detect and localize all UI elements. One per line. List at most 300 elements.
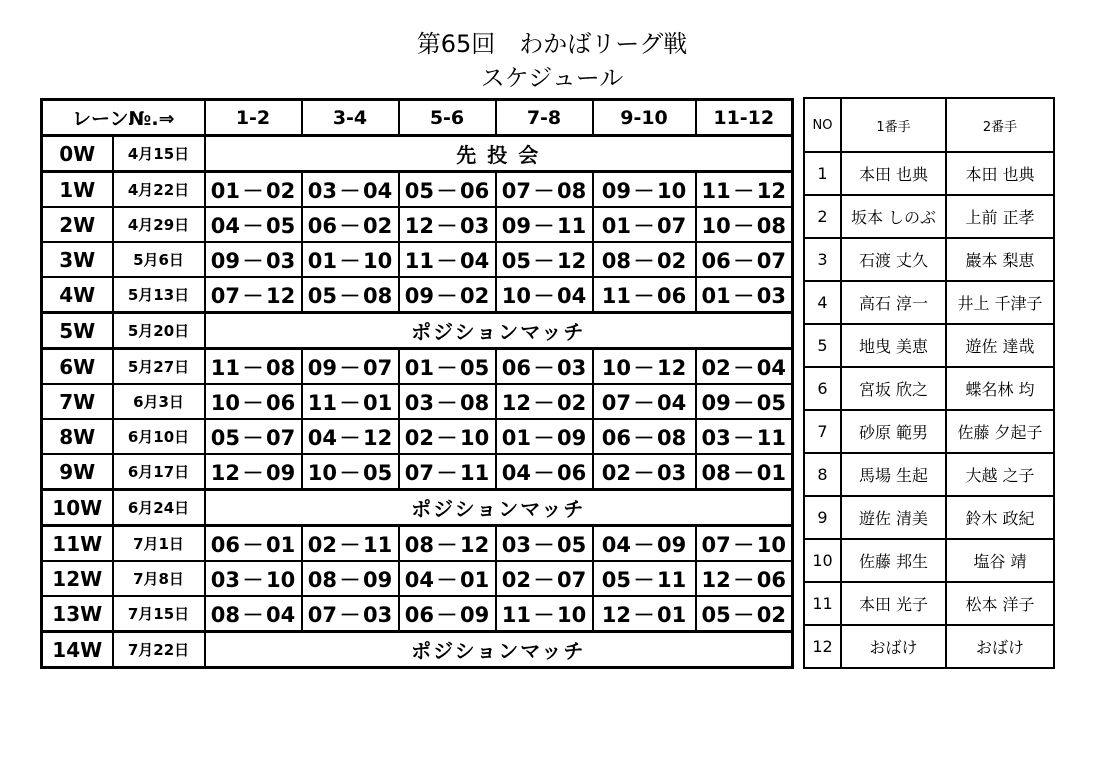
schedule-row xyxy=(42,207,793,242)
first-player: 本田 光子 xyxy=(841,582,946,625)
match-dash: － xyxy=(733,425,755,450)
event-cell: ポジションマッチ xyxy=(205,632,793,668)
schedule-row xyxy=(42,419,793,454)
team-a: 04 xyxy=(601,532,631,557)
match-dash: － xyxy=(339,178,361,203)
team-b: 02 xyxy=(657,248,687,273)
page-title: 第65回 わかばリーグ戦 xyxy=(416,30,688,58)
team-b: 05 xyxy=(363,460,393,485)
match-dash: － xyxy=(339,532,361,557)
match-cell xyxy=(205,384,302,419)
match-dash: － xyxy=(339,567,361,592)
match-cell xyxy=(399,172,496,208)
team-a: 02 xyxy=(404,425,434,450)
team-a: 03 xyxy=(701,425,731,450)
team-b: 07 xyxy=(756,248,786,273)
date-cell: 6月24日 xyxy=(113,490,205,526)
team-number: 5 xyxy=(804,324,841,367)
match-cell xyxy=(205,561,302,596)
schedule-row xyxy=(42,242,793,277)
lane-header: 1-2 xyxy=(205,100,302,136)
match-cell xyxy=(399,454,496,490)
team-b: 01 xyxy=(363,390,393,415)
match-cell xyxy=(205,242,302,277)
team-a: 08 xyxy=(210,602,240,627)
match-cell xyxy=(302,419,399,454)
team-a: 10 xyxy=(307,460,337,485)
match-cell xyxy=(399,242,496,277)
team-a: 11 xyxy=(601,283,631,308)
team-a: 07 xyxy=(501,178,531,203)
match-cell xyxy=(205,207,302,242)
match-cell xyxy=(696,172,793,208)
team-b: 03 xyxy=(756,283,786,308)
team-a: 04 xyxy=(501,460,531,485)
team-b: 03 xyxy=(363,602,393,627)
team-a: 09 xyxy=(307,355,337,380)
team-a: 09 xyxy=(501,213,531,238)
team-a: 12 xyxy=(701,567,731,592)
match-cell xyxy=(593,596,696,632)
match-cell xyxy=(696,277,793,313)
lane-header: 11-12 xyxy=(696,100,793,136)
team-a: 01 xyxy=(601,213,631,238)
team-b: 02 xyxy=(363,213,393,238)
second-player: おばけ xyxy=(946,625,1054,668)
match-dash: － xyxy=(339,390,361,415)
match-dash: － xyxy=(633,460,655,485)
match-cell xyxy=(593,419,696,454)
schedule-row xyxy=(42,277,793,313)
match-dash: － xyxy=(733,355,755,380)
team-a: 05 xyxy=(307,283,337,308)
match-dash: － xyxy=(339,283,361,308)
team-a: 09 xyxy=(210,248,240,273)
match-cell xyxy=(496,172,593,208)
week-cell: 12W xyxy=(42,561,113,596)
match-cell xyxy=(399,349,496,385)
schedule-row xyxy=(42,632,793,668)
match-dash: － xyxy=(533,213,555,238)
match-dash: － xyxy=(436,283,458,308)
first-player: 宮坂 欣之 xyxy=(841,367,946,410)
match-dash: － xyxy=(242,283,264,308)
week-cell: 9W xyxy=(42,454,113,490)
schedule-row xyxy=(42,136,793,172)
team-a: 12 xyxy=(210,460,240,485)
match-cell xyxy=(399,596,496,632)
second-player: 井上 千津子 xyxy=(946,281,1054,324)
match-dash: － xyxy=(633,213,655,238)
match-cell xyxy=(302,454,399,490)
match-dash: － xyxy=(242,355,264,380)
match-dash: － xyxy=(436,425,458,450)
date-cell: 4月15日 xyxy=(113,136,205,172)
match-cell xyxy=(696,419,793,454)
match-dash: － xyxy=(339,355,361,380)
event-cell: 先 投 会 xyxy=(205,136,793,172)
team-b: 02 xyxy=(557,390,587,415)
team-b: 07 xyxy=(363,355,393,380)
schedule-row xyxy=(42,313,793,349)
match-dash: － xyxy=(633,390,655,415)
match-dash: － xyxy=(436,355,458,380)
date-cell: 6月17日 xyxy=(113,454,205,490)
roster-row xyxy=(804,453,1054,496)
match-dash: － xyxy=(633,355,655,380)
match-dash: － xyxy=(533,355,555,380)
team-a: 06 xyxy=(404,602,434,627)
match-cell xyxy=(302,561,399,596)
match-dash: － xyxy=(436,390,458,415)
team-b: 01 xyxy=(756,460,786,485)
team-b: 02 xyxy=(266,178,296,203)
team-b: 12 xyxy=(657,355,687,380)
team-b: 04 xyxy=(756,355,786,380)
match-dash: － xyxy=(633,248,655,273)
team-b: 08 xyxy=(266,355,296,380)
team-b: 03 xyxy=(460,213,490,238)
team-a: 03 xyxy=(404,390,434,415)
match-cell xyxy=(496,419,593,454)
first-player: 遊佐 清美 xyxy=(841,496,946,539)
lane-header: 5-6 xyxy=(399,100,496,136)
match-dash: － xyxy=(633,283,655,308)
match-dash: － xyxy=(733,248,755,273)
date-cell: 5月20日 xyxy=(113,313,205,349)
date-cell: 4月22日 xyxy=(113,172,205,208)
first-player: 地曳 美恵 xyxy=(841,324,946,367)
team-b: 05 xyxy=(557,532,587,557)
week-cell: 7W xyxy=(42,384,113,419)
first-player: おばけ xyxy=(841,625,946,668)
match-cell xyxy=(593,384,696,419)
match-dash: － xyxy=(242,602,264,627)
schedule-row xyxy=(42,384,793,419)
week-cell: 4W xyxy=(42,277,113,313)
team-b: 04 xyxy=(266,602,296,627)
week-cell: 10W xyxy=(42,490,113,526)
schedule-row xyxy=(42,454,793,490)
team-a: 11 xyxy=(501,602,531,627)
match-cell xyxy=(696,454,793,490)
match-cell xyxy=(496,207,593,242)
match-dash: － xyxy=(733,283,755,308)
match-cell xyxy=(302,172,399,208)
roster-row xyxy=(804,582,1054,625)
match-dash: － xyxy=(242,390,264,415)
week-cell: 3W xyxy=(42,242,113,277)
match-dash: － xyxy=(733,602,755,627)
match-cell xyxy=(593,277,696,313)
match-dash: － xyxy=(733,567,755,592)
team-a: 01 xyxy=(404,355,434,380)
team-b: 12 xyxy=(460,532,490,557)
team-a: 07 xyxy=(404,460,434,485)
team-a: 01 xyxy=(210,178,240,203)
team-a: 05 xyxy=(601,567,631,592)
roster-table xyxy=(803,97,1055,669)
team-b: 04 xyxy=(557,283,587,308)
match-cell xyxy=(496,526,593,562)
second-player: 大越 之子 xyxy=(946,453,1054,496)
team-a: 08 xyxy=(701,460,731,485)
team-b: 03 xyxy=(657,460,687,485)
lane-header: 7-8 xyxy=(496,100,593,136)
team-a: 12 xyxy=(601,602,631,627)
team-a: 10 xyxy=(501,283,531,308)
team-number: 10 xyxy=(804,539,841,582)
team-b: 06 xyxy=(460,178,490,203)
schedule-row xyxy=(42,596,793,632)
team-a: 09 xyxy=(601,178,631,203)
team-a: 01 xyxy=(307,248,337,273)
match-dash: － xyxy=(633,532,655,557)
team-b: 08 xyxy=(460,390,490,415)
match-dash: － xyxy=(733,532,755,557)
match-cell xyxy=(205,526,302,562)
team-b: 09 xyxy=(363,567,393,592)
match-dash: － xyxy=(633,567,655,592)
schedule-row xyxy=(42,561,793,596)
week-cell: 13W xyxy=(42,596,113,632)
match-dash: － xyxy=(633,425,655,450)
team-b: 05 xyxy=(756,390,786,415)
match-dash: － xyxy=(339,460,361,485)
schedule-header-row xyxy=(42,100,793,136)
lane-header-label: レーン№.⇒ xyxy=(42,100,205,136)
page-subtitle: スケジュール xyxy=(480,64,624,92)
match-dash: － xyxy=(733,390,755,415)
first-player: 佐藤 邦生 xyxy=(841,539,946,582)
match-cell xyxy=(496,384,593,419)
first-player: 本田 也典 xyxy=(841,152,946,195)
team-b: 12 xyxy=(557,248,587,273)
match-dash: － xyxy=(242,567,264,592)
match-cell xyxy=(696,526,793,562)
match-dash: － xyxy=(733,213,755,238)
match-dash: － xyxy=(533,425,555,450)
team-a: 04 xyxy=(210,213,240,238)
roster-row xyxy=(804,367,1054,410)
match-cell xyxy=(593,561,696,596)
match-cell xyxy=(302,349,399,385)
match-dash: － xyxy=(733,460,755,485)
lane-header: 9-10 xyxy=(593,100,696,136)
match-dash: － xyxy=(533,532,555,557)
schedule-row xyxy=(42,172,793,208)
team-b: 12 xyxy=(756,178,786,203)
match-cell xyxy=(302,526,399,562)
match-cell xyxy=(399,207,496,242)
team-a: 08 xyxy=(404,532,434,557)
team-b: 01 xyxy=(266,532,296,557)
second-player: 本田 也典 xyxy=(946,152,1054,195)
match-dash: － xyxy=(339,248,361,273)
team-a: 12 xyxy=(404,213,434,238)
team-b: 03 xyxy=(557,355,587,380)
second-player: 佐藤 夕起子 xyxy=(946,410,1054,453)
team-a: 12 xyxy=(501,390,531,415)
second-player: 遊佐 達哉 xyxy=(946,324,1054,367)
match-cell xyxy=(696,207,793,242)
match-dash: － xyxy=(533,390,555,415)
team-b: 10 xyxy=(266,567,296,592)
first-player-header: 1番手 xyxy=(841,98,946,152)
match-cell xyxy=(205,277,302,313)
second-player: 蝶名林 均 xyxy=(946,367,1054,410)
team-b: 06 xyxy=(756,567,786,592)
team-a: 07 xyxy=(210,283,240,308)
match-dash: － xyxy=(533,567,555,592)
match-cell xyxy=(696,596,793,632)
team-a: 05 xyxy=(701,602,731,627)
team-a: 11 xyxy=(307,390,337,415)
match-cell xyxy=(205,349,302,385)
match-cell xyxy=(496,561,593,596)
team-b: 01 xyxy=(657,602,687,627)
team-b: 08 xyxy=(657,425,687,450)
team-a: 02 xyxy=(701,355,731,380)
event-cell: ポジションマッチ xyxy=(205,313,793,349)
week-cell: 2W xyxy=(42,207,113,242)
match-dash: － xyxy=(733,178,755,203)
team-b: 12 xyxy=(266,283,296,308)
team-a: 03 xyxy=(501,532,531,557)
match-cell xyxy=(593,454,696,490)
team-a: 06 xyxy=(501,355,531,380)
second-player: 巖本 梨恵 xyxy=(946,238,1054,281)
first-player: 砂原 範男 xyxy=(841,410,946,453)
date-cell: 4月29日 xyxy=(113,207,205,242)
team-b: 01 xyxy=(460,567,490,592)
team-a: 04 xyxy=(307,425,337,450)
match-dash: － xyxy=(436,532,458,557)
match-dash: － xyxy=(242,425,264,450)
team-b: 10 xyxy=(460,425,490,450)
team-a: 07 xyxy=(701,532,731,557)
roster-row xyxy=(804,539,1054,582)
team-b: 05 xyxy=(460,355,490,380)
team-b: 04 xyxy=(363,178,393,203)
team-b: 10 xyxy=(557,602,587,627)
team-b: 06 xyxy=(266,390,296,415)
team-number: 7 xyxy=(804,410,841,453)
match-dash: － xyxy=(242,213,264,238)
team-number: 1 xyxy=(804,152,841,195)
team-b: 11 xyxy=(460,460,490,485)
team-b: 09 xyxy=(460,602,490,627)
schedule-row xyxy=(42,490,793,526)
team-b: 10 xyxy=(657,178,687,203)
team-b: 06 xyxy=(657,283,687,308)
match-dash: － xyxy=(533,178,555,203)
team-b: 08 xyxy=(756,213,786,238)
match-dash: － xyxy=(436,567,458,592)
match-cell xyxy=(593,172,696,208)
team-b: 03 xyxy=(266,248,296,273)
roster-header-row xyxy=(804,98,1054,152)
team-number: 8 xyxy=(804,453,841,496)
second-player: 塩谷 靖 xyxy=(946,539,1054,582)
team-b: 07 xyxy=(657,213,687,238)
match-cell xyxy=(205,454,302,490)
roster-row xyxy=(804,324,1054,367)
first-player: 石渡 丈久 xyxy=(841,238,946,281)
team-b: 11 xyxy=(363,532,393,557)
match-cell xyxy=(399,384,496,419)
match-cell xyxy=(496,596,593,632)
team-a: 05 xyxy=(210,425,240,450)
match-cell xyxy=(696,561,793,596)
team-a: 06 xyxy=(210,532,240,557)
match-dash: － xyxy=(436,178,458,203)
team-number: 6 xyxy=(804,367,841,410)
team-a: 06 xyxy=(701,248,731,273)
team-b: 07 xyxy=(557,567,587,592)
match-dash: － xyxy=(242,460,264,485)
team-a: 08 xyxy=(307,567,337,592)
match-dash: － xyxy=(339,425,361,450)
team-a: 11 xyxy=(701,178,731,203)
team-number: 4 xyxy=(804,281,841,324)
week-cell: 1W xyxy=(42,172,113,208)
match-cell xyxy=(593,526,696,562)
second-player: 鈴木 政紀 xyxy=(946,496,1054,539)
match-dash: － xyxy=(533,460,555,485)
match-cell xyxy=(302,596,399,632)
match-cell xyxy=(399,561,496,596)
second-player: 松本 洋子 xyxy=(946,582,1054,625)
roster-row xyxy=(804,152,1054,195)
match-cell xyxy=(496,349,593,385)
match-cell xyxy=(496,454,593,490)
team-a: 08 xyxy=(601,248,631,273)
team-number: 2 xyxy=(804,195,841,238)
team-a: 11 xyxy=(404,248,434,273)
date-cell: 6月3日 xyxy=(113,384,205,419)
first-player: 馬場 生起 xyxy=(841,453,946,496)
team-b: 02 xyxy=(460,283,490,308)
match-cell xyxy=(302,277,399,313)
match-dash: － xyxy=(339,602,361,627)
team-b: 04 xyxy=(657,390,687,415)
team-a: 09 xyxy=(701,390,731,415)
team-number: 3 xyxy=(804,238,841,281)
date-cell: 7月22日 xyxy=(113,632,205,668)
lane-header: 3-4 xyxy=(302,100,399,136)
match-dash: － xyxy=(533,283,555,308)
match-cell xyxy=(205,172,302,208)
match-cell xyxy=(496,242,593,277)
roster-row xyxy=(804,625,1054,668)
week-cell: 0W xyxy=(42,136,113,172)
team-b: 07 xyxy=(266,425,296,450)
team-a: 05 xyxy=(404,178,434,203)
roster-row xyxy=(804,195,1054,238)
team-a: 07 xyxy=(307,602,337,627)
team-number: 9 xyxy=(804,496,841,539)
match-cell xyxy=(302,207,399,242)
date-cell: 7月15日 xyxy=(113,596,205,632)
schedule-table xyxy=(40,98,794,669)
team-b: 10 xyxy=(756,532,786,557)
match-dash: － xyxy=(633,178,655,203)
team-b: 11 xyxy=(756,425,786,450)
schedule-row xyxy=(42,526,793,562)
first-player: 高石 淳一 xyxy=(841,281,946,324)
roster-row xyxy=(804,496,1054,539)
